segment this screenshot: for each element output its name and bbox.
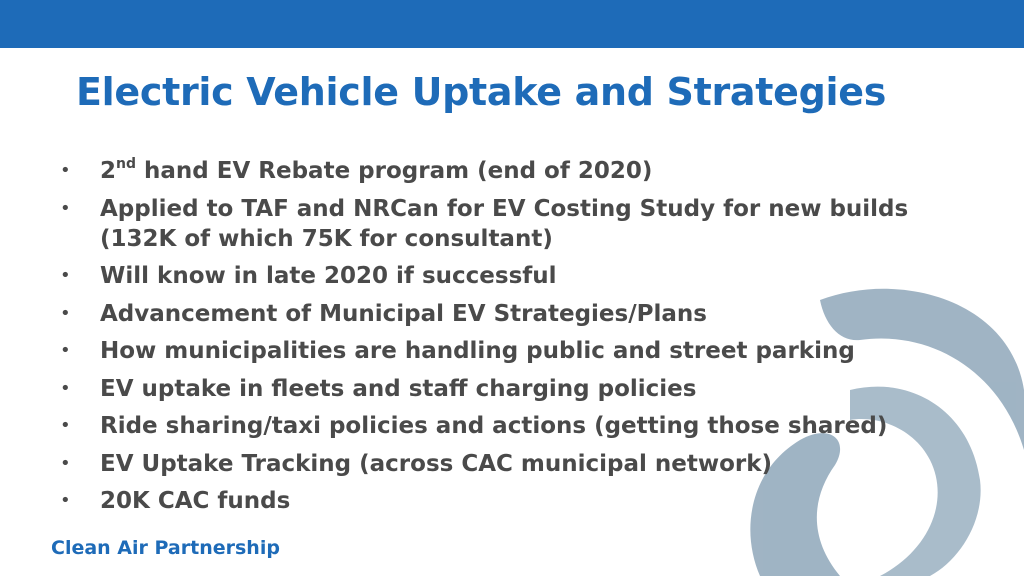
bullet-item (60, 261, 980, 291)
bullet-item (60, 194, 980, 254)
bullet-item (60, 156, 980, 186)
bullet-text: Advancement of Municipal EV Strategies/Plans (100, 300, 707, 327)
footer-logo-text: Clean Air Partnership (51, 537, 280, 559)
slide-title: Electric Vehicle Uptake and Strategies (76, 70, 887, 114)
bullet-item (60, 299, 980, 329)
bullet-text: Applied to TAF and NRCan for EV Costing Study for new builds (132K of which 75K for consultant) (100, 195, 909, 252)
bullet-prefix: 2 (100, 158, 117, 184)
bullet-text: 20K CAC funds (100, 488, 291, 514)
bullet-item (60, 374, 980, 404)
header-bar (0, 0, 1024, 48)
bullet-text: EV uptake in fleets and staff charging policies (100, 375, 697, 402)
bullet-list (60, 156, 980, 524)
bullet-item (60, 336, 980, 366)
bullet-item (60, 411, 980, 441)
bullet-text: hand EV Rebate program (end of 2020) (136, 158, 653, 184)
bullet-text: Ride sharing/taxi policies and actions (getting those shared) (100, 413, 888, 439)
bullet-item (60, 449, 980, 479)
bullet-text: How municipalities are handling public and street parking (100, 338, 855, 364)
bullet-text: EV Uptake Tracking (across CAC municipal network) (100, 450, 773, 477)
bullet-item (60, 486, 980, 516)
bullet-superscript: nd (116, 156, 137, 172)
bullet-text: Will know in late 2020 if successful (100, 263, 557, 289)
